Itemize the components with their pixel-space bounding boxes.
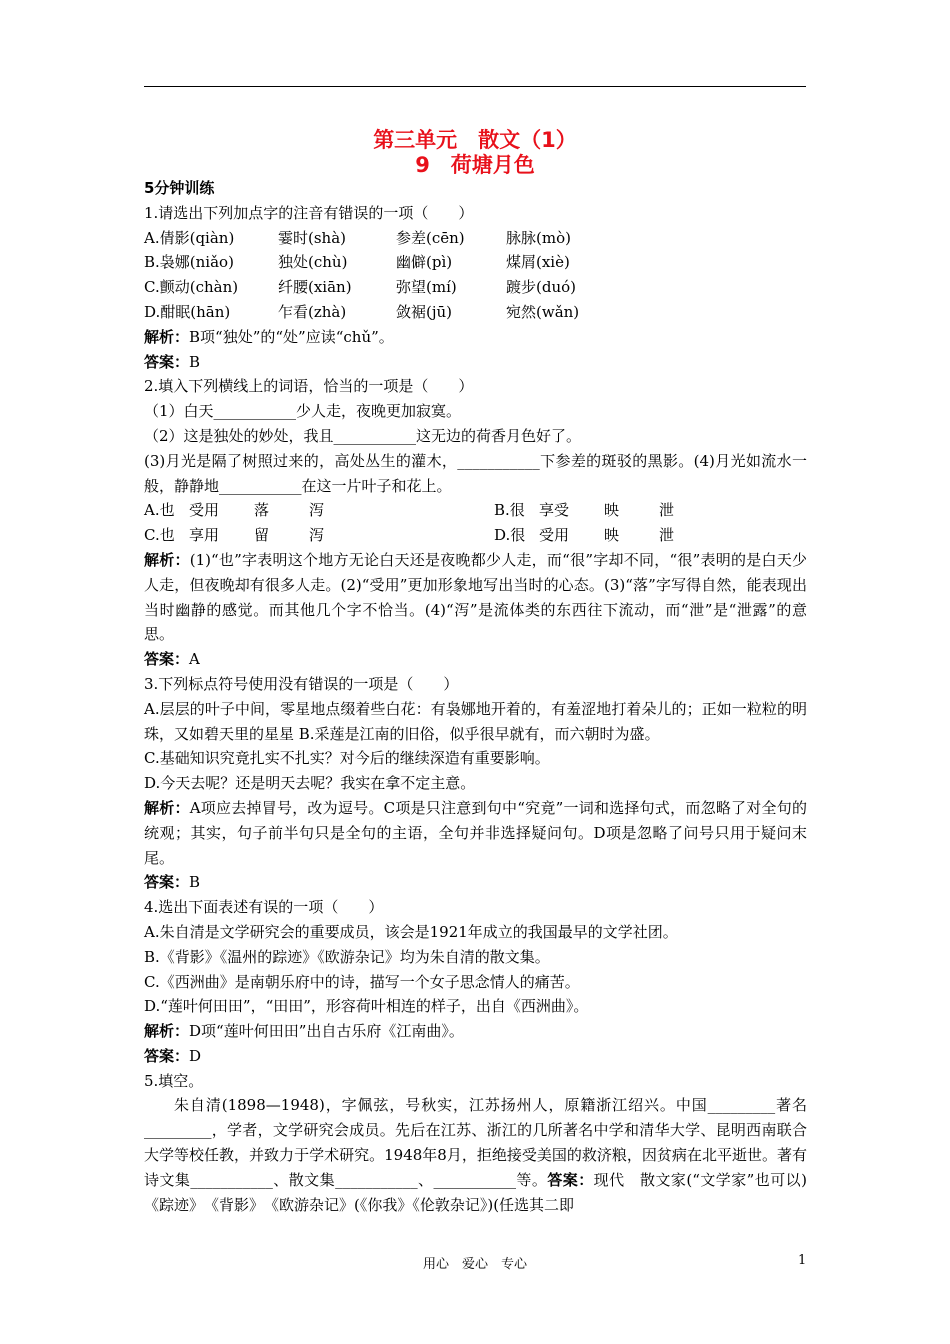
option-cell: A.倩影(qiàn) — [144, 228, 235, 247]
question-1-option-c — [144, 275, 807, 300]
answer-label: 答案： — [144, 352, 190, 371]
analysis-label: 解析： — [144, 550, 190, 569]
option-cell: 煤屑(xiè) — [506, 253, 570, 272]
answer-label: 答案： — [144, 1046, 190, 1065]
paragraph-text: 朱自清(1898—1948)，字佩弦，号秋实，江苏扬州人，原籍浙江绍兴。中国_________著名_________，学者，文学研究会成员。先后在江苏、浙江的几所著名中学和清华大学、昆明西南联合大学等校任教，并致力于学术研究。1948年8月，拒绝接受美国的救济粮，因贫病在北平逝世。著有诗文集___________、散文集___________、___________等。 — [144, 1096, 807, 1189]
option-cell: 享受 — [539, 501, 570, 520]
analysis-text: D项“莲叶何田田”出自古乐府《江南曲》。 — [189, 1022, 464, 1041]
option-cell: 霎时(shà) — [278, 228, 347, 247]
option-cell: 留 — [254, 526, 270, 545]
lesson-title: 9 荷塘月色 — [415, 153, 535, 177]
section-label: 5分钟训练 — [144, 179, 215, 197]
option-cell: B.很 — [494, 501, 525, 520]
option-cell: A.也 — [144, 501, 175, 520]
answer-text: A — [189, 650, 200, 669]
option-cell: 享用 — [189, 526, 220, 545]
analysis-text: (1)“也”字表明这个地方无论白天还是夜晚都少人走，而“很”字却不同，“很”表明的是白天少人走，但夜晚却有很多人走。(2)“受用”更加形象地写出当时的心态。(3)“落”字写得自然，能表现出当时幽静的感觉。而其他几个字不恰当。(4)“泻”是流体类的东西往下流动，而“泄”是“泄露”的意思。 — [144, 550, 807, 644]
question-4-option-a: A.朱自清是文学研究会的重要成员，该会是1921年成立的我国最早的文学社团。 — [144, 922, 678, 941]
option-cell: 泄 — [659, 526, 675, 545]
answer-text: 现代 散文家(“文学家”也可以) 《踪迹》 《背影》 《欧游杂记》(《你我》《伦敦杂记》)(任选其二即 — [144, 1170, 822, 1214]
answer-label: 答案： — [547, 1170, 594, 1189]
question-4-answer — [144, 1044, 807, 1069]
option-cell: 受用 — [539, 526, 570, 545]
question-2-options-cd — [144, 523, 807, 548]
option-cell: 映 — [604, 526, 620, 545]
question-1-analysis — [144, 325, 807, 350]
question-5-stem: 5.填空。 — [144, 1071, 204, 1090]
question-2-analysis — [144, 548, 807, 647]
option-cell: C.颤动(chàn) — [144, 278, 239, 297]
option-cell: 受用 — [189, 501, 220, 520]
option-cell: 泻 — [309, 501, 325, 520]
option-cell: 弥望(mí) — [396, 278, 457, 297]
question-1-option-a — [144, 226, 807, 251]
question-2-line-1: （1）白天___________少人走，夜晚更加寂寞。 — [144, 402, 462, 421]
question-4-stem: 4.选出下面表述有误的一项（ ） — [144, 898, 384, 917]
header-rule — [144, 86, 806, 87]
analysis-label: 解析： — [144, 1022, 190, 1041]
option-cell: 乍看(zhà) — [278, 302, 347, 321]
analysis-label: 解析： — [144, 327, 190, 346]
question-1-option-d — [144, 300, 807, 325]
page-number: 1 — [798, 1253, 807, 1268]
question-2-answer — [144, 647, 807, 672]
option-cell: D.酣眠(hān) — [144, 302, 231, 321]
option-cell: 独处(chù) — [278, 253, 348, 272]
question-2-stem: 2.填入下列横线上的词语，恰当的一项是（ ） — [144, 377, 474, 396]
question-3-analysis — [144, 796, 807, 870]
option-cell: B.袅娜(niǎo) — [144, 253, 234, 272]
question-3-option-c: C.基础知识究竟扎实不扎实？对今后的继续深造有重要影响。 — [144, 749, 550, 768]
question-2-options-ab — [144, 498, 807, 523]
analysis-label: 解析： — [144, 798, 190, 817]
question-2-line-2: （2）这是独处的妙处，我且___________这无边的荷香月色好了。 — [144, 426, 582, 445]
question-5-paragraph — [144, 1093, 822, 1217]
option-cell: 幽僻(pì) — [396, 253, 453, 272]
unit-title: 第三单元 散文（1） — [373, 128, 577, 152]
option-cell: 落 — [254, 501, 270, 520]
analysis-text: B项“独处”的“处”应读“chǔ”。 — [189, 327, 394, 346]
exercise-content — [144, 176, 822, 1217]
question-4-option-d: D.“莲叶何田田”，“田田”，形容荷叶相连的样子，出自《西洲曲》。 — [144, 997, 589, 1016]
question-4-analysis — [144, 1019, 807, 1044]
option-cell: 纤腰(xiān) — [278, 278, 352, 297]
question-1-stem: 1.请选出下列加点字的注音有错误的一项（ ） — [144, 203, 474, 222]
option-cell: C.也 — [144, 526, 175, 545]
option-cell: D.很 — [494, 526, 526, 545]
question-3-option-a: A.层层的叶子中间，零星地点缀着些白花：有袅娜地开着的，有羞涩地打着朵儿的；正如一粒粒的明珠，又如碧天里的星星 B.采莲是江南的旧俗，似乎很早就有，而六朝时为盛。 — [144, 699, 807, 743]
option-cell: 踱步(duó) — [506, 278, 576, 297]
option-cell: 泄 — [659, 501, 675, 520]
answer-label: 答案： — [144, 650, 190, 669]
analysis-text: A项应去掉冒号，改为逗号。C项是只注意到句中“究竟”一词和选择句式，而忽略了对全句的统观；其实，句子前半句只是全句的主语，全句并非选择疑问句。D项是忽略了问号只用于疑问末尾。 — [144, 798, 807, 867]
question-1-answer — [144, 350, 807, 375]
footer-motto: 用心 爱心 专心 — [422, 1257, 527, 1272]
option-cell: 泻 — [309, 526, 325, 545]
question-3-answer — [144, 870, 807, 895]
question-4-option-c: C.《西洲曲》是南朝乐府中的诗，描写一个女子思念情人的痛苦。 — [144, 972, 580, 991]
answer-text: B — [189, 873, 201, 892]
question-3-option-d: D.今天去呢？还是明天去呢？我实在拿不定主意。 — [144, 774, 476, 793]
answer-text: D — [189, 1046, 202, 1065]
answer-label: 答案： — [144, 873, 190, 892]
option-cell: 映 — [604, 501, 620, 520]
question-1-option-b — [144, 250, 807, 275]
question-3-stem: 3.下列标点符号使用没有错误的一项是（ ） — [144, 674, 459, 693]
question-4-option-b: B.《背影》《温州的踪迹》《欧游杂记》均为朱自清的散文集。 — [144, 947, 550, 966]
option-cell: 敛裾(jū) — [396, 302, 453, 321]
option-cell: 宛然(wǎn) — [506, 302, 580, 321]
option-cell: 参差(cēn) — [396, 228, 465, 247]
option-cell: 脉脉(mò) — [506, 228, 571, 247]
question-2-paragraph: (3)月光是隔了树照过来的，高处丛生的灌木，___________下参差的斑驳的黑影。(4)月光如流水一般，静静地___________在这一片叶子和花上。 — [144, 451, 807, 495]
answer-text: B — [189, 352, 201, 371]
